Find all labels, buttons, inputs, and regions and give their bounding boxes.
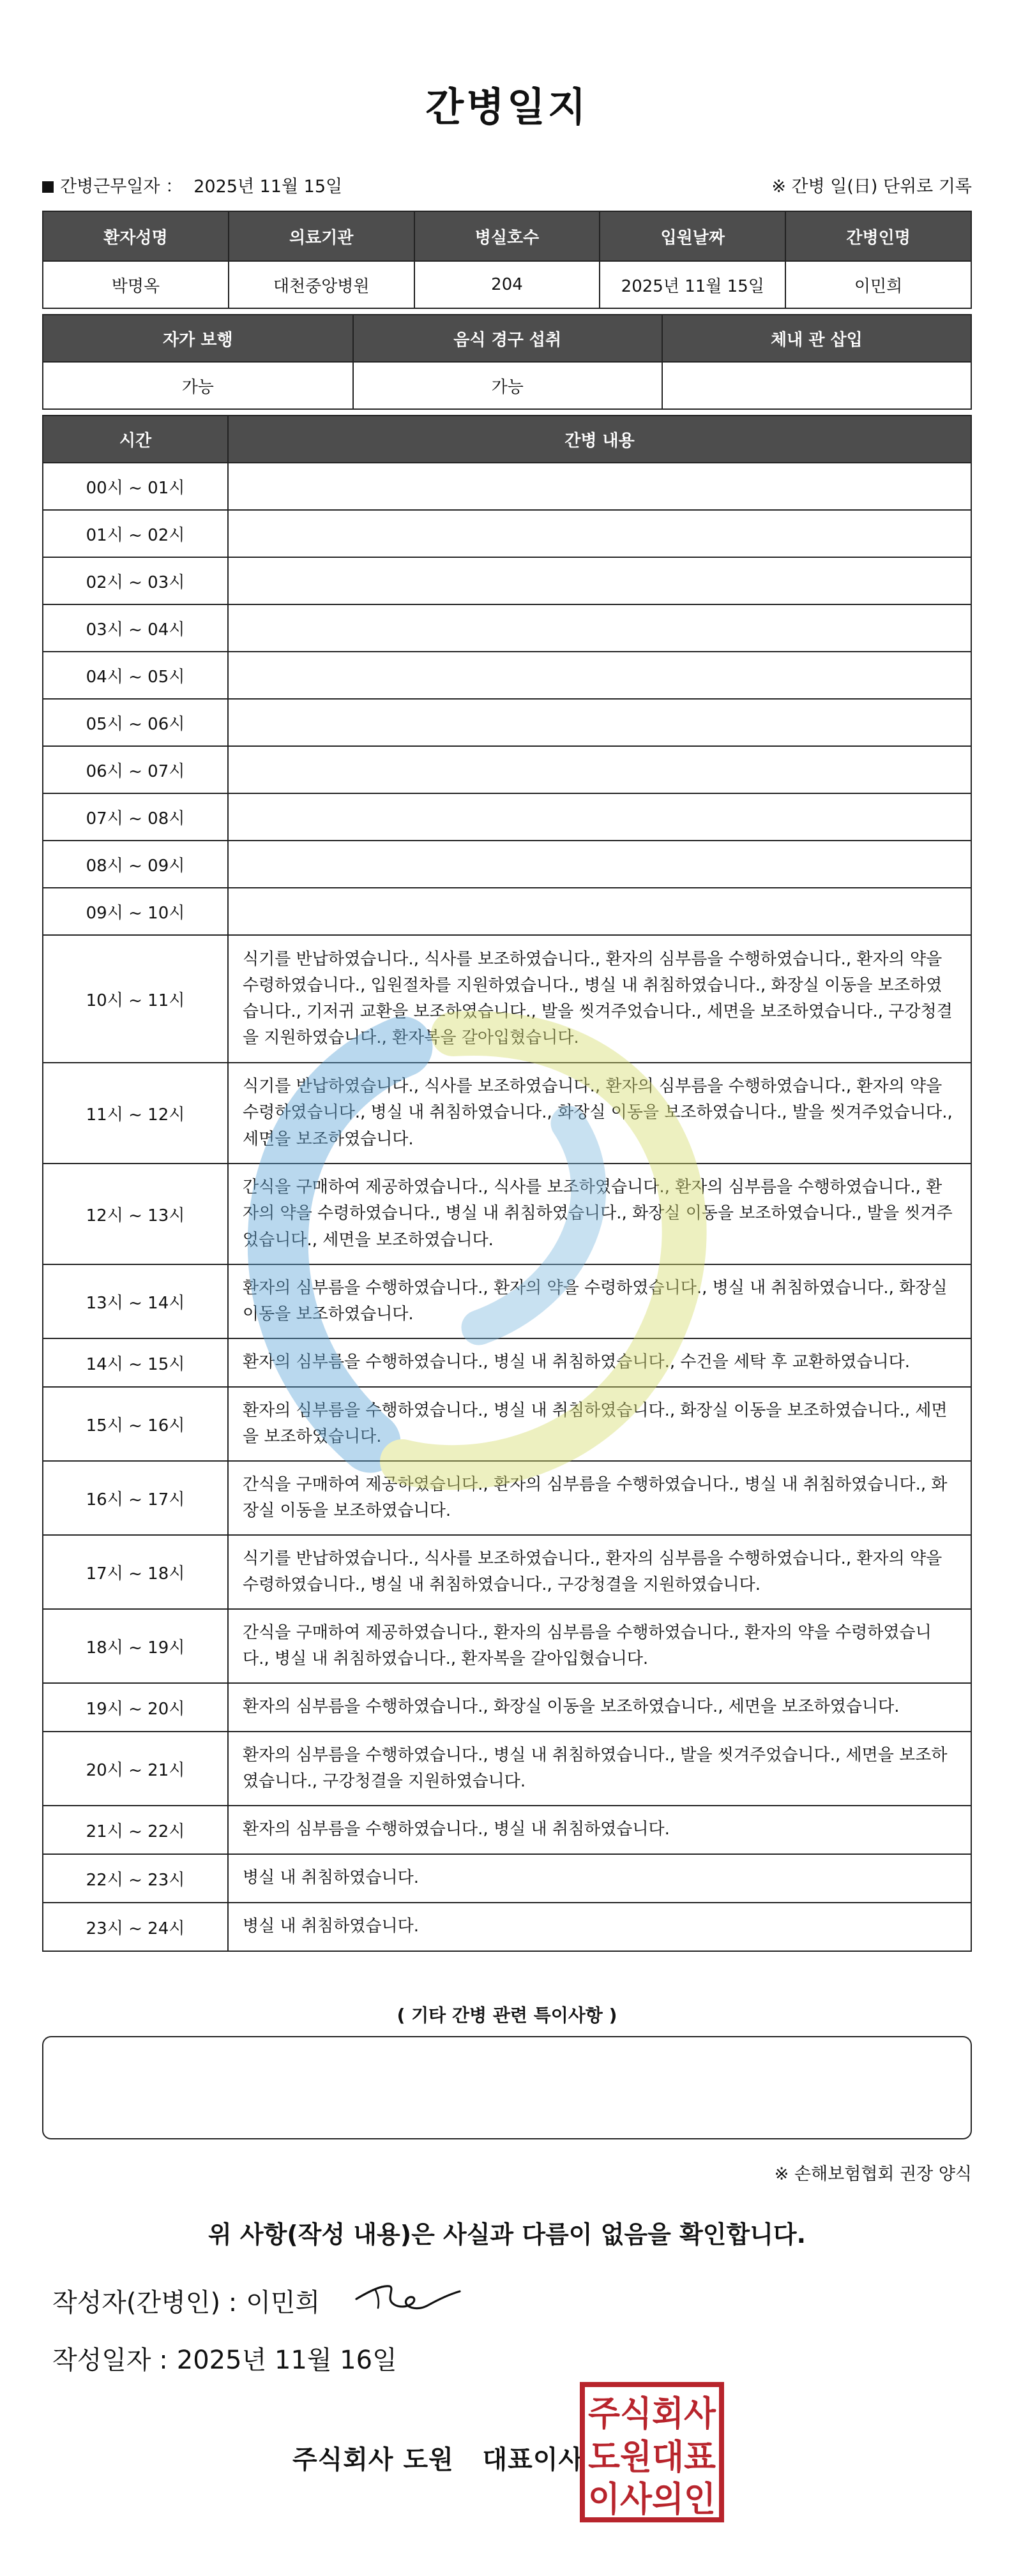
log-time: 07시 ~ 08시 [43,793,228,841]
log-time: 05시 ~ 06시 [43,699,228,746]
header-caregiver-name: 간병인명 [785,211,971,261]
written-date-label: 작성일자 : [52,2346,168,2375]
log-time: 19시 ~ 20시 [43,1683,228,1732]
confirmation-statement: 위 사항(작성 내용)은 사실과 다름이 없음을 확인합니다. [208,2220,806,2249]
log-content [228,746,971,793]
log-content: 병실 내 취침하였습니다. [228,1854,971,1903]
svg-text:주식회사: 주식회사 [588,2393,716,2434]
hospital-name: 대천중앙병원 [229,261,414,308]
patient-name: 박명옥 [43,261,229,308]
log-content: 병실 내 취침하였습니다. [228,1903,971,1951]
log-time: 02시 ~ 03시 [43,557,228,604]
log-content: 간식을 구매하여 제공하였습니다., 환자의 심부름을 수행하였습니다., 환자의 약을 수령하였습니다., 병실 내 취침하였습니다., 환자복을 갈아입혔습니다. [228,1609,971,1683]
written-date-line [52,2340,397,2376]
log-row [43,793,971,841]
log-content: 환자의 심부름을 수행하였습니다., 화장실 이동을 보조하였습니다., 세면을 보조하였습니다. [228,1683,971,1732]
log-content: 간식을 구매하여 제공하였습니다., 환자의 심부름을 수행하였습니다., 병실 내 취침하였습니다., 화장실 이동을 보조하였습니다. [228,1461,971,1535]
header-hospital: 의료기관 [229,211,414,261]
log-row [43,935,971,1063]
log-time: 17시 ~ 18시 [43,1535,228,1609]
company-name: 주식회사 도원 [292,2445,454,2475]
ability-table [42,314,972,410]
log-row [43,604,971,652]
log-time: 23시 ~ 24시 [43,1903,228,1951]
log-row [43,1387,971,1461]
log-content: 환자의 심부름을 수행하였습니다., 병실 내 취침하였습니다., 화장실 이동을 보조하였습니다., 세면을 보조하였습니다. [228,1387,971,1461]
caregiver-name: 이민희 [785,261,971,308]
log-content: 간식을 구매하여 제공하였습니다., 식사를 보조하였습니다., 환자의 심부름을 수행하였습니다., 환자의 약을 수령하였습니다., 병실 내 취침하였습니다., 화장실 이동을 보조하였습니다., 발을 씻겨주었습니다., 세면을 보조하였습니다. [228,1164,971,1264]
log-row [43,1609,971,1683]
log-content [228,793,971,841]
log-row [43,888,971,935]
log-time: 21시 ~ 22시 [43,1806,228,1854]
svg-text:이사의인: 이사의인 [588,2479,716,2519]
signature-icon [350,2272,465,2323]
log-row [43,1063,971,1164]
square-bullet-icon [42,181,54,193]
log-content [228,652,971,699]
log-content: 식기를 반납하였습니다., 식사를 보조하였습니다., 환자의 심부름을 수행하였습니다., 환자의 약을 수령하였습니다., 병실 내 취침하였습니다., 화장실 이동을 보조하였습니다., 발을 씻겨주었습니다., 세면을 보조하였습니다. [228,1063,971,1164]
log-row [43,463,971,510]
special-notes-box [42,2036,972,2139]
log-content [228,699,971,746]
log-time: 20시 ~ 21시 [43,1732,228,1806]
log-row [43,1164,971,1264]
log-content [228,841,971,888]
unit-note: ※ 간병 일(日) 단위로 기록 [771,177,972,197]
header-self-walking: 자가 보행 [43,315,353,362]
special-notes-title: ( 기타 간병 관련 특이사항 ) [397,2005,617,2026]
log-time: 18시 ~ 19시 [43,1609,228,1683]
log-content: 환자의 심부름을 수행하였습니다., 병실 내 취침하였습니다., 수건을 세탁 후 교환하였습니다. [228,1338,971,1387]
log-row [43,1903,971,1951]
room-number: 204 [414,261,600,308]
log-content [228,888,971,935]
log-content: 식기를 반납하였습니다., 식사를 보조하였습니다., 환자의 심부름을 수행하였습니다., 환자의 약을 수령하였습니다., 입원절차를 지원하였습니다., 병실 내 취침하였습니다., 화장실 이동을 보조하였습니다., 기저귀 교환을 보조하였습니다., 발을 씻겨주었습니다., 세면을 보조하였습니다., 구강청결을 지원하였습니다., 환자복을 갈아입혔습니다. [228,935,971,1063]
document-meta-line [42,172,972,200]
log-row [43,1535,971,1609]
log-row [43,699,971,746]
log-time: 13시 ~ 14시 [43,1264,228,1338]
association-note: ※ 손해보험협회 권장 양식 [774,2164,972,2184]
log-time: 16시 ~ 17시 [43,1461,228,1535]
log-row [43,1338,971,1387]
writer-name: 이민희 [246,2288,321,2318]
admission-date: 2025년 11월 15일 [600,261,785,308]
header-time: 시간 [43,416,228,463]
header-care-content: 간병 내용 [228,416,971,463]
writer-label: 작성자(간병인) : [52,2288,238,2318]
log-content [228,510,971,557]
work-date [42,172,342,197]
work-date-value: 2025년 11월 15일 [193,177,343,197]
log-time: 12시 ~ 13시 [43,1164,228,1264]
svg-text:도원대표: 도원대표 [588,2437,716,2477]
log-row [43,746,971,793]
company-signature-line [292,2439,584,2476]
log-row [43,1806,971,1854]
work-date-label: 간병근무일자 ： [60,177,183,197]
log-time: 14시 ~ 15시 [43,1338,228,1387]
log-row [43,1264,971,1338]
log-row [43,557,971,604]
header-tube-insertion: 체내 관 삽입 [662,315,971,362]
company-role: 대표이사 [482,2445,584,2475]
log-content [228,463,971,510]
header-room-number: 병실호수 [414,211,600,261]
log-time: 11시 ~ 12시 [43,1063,228,1164]
log-time: 00시 ~ 01시 [43,463,228,510]
log-content [228,604,971,652]
log-time: 09시 ~ 10시 [43,888,228,935]
log-content: 환자의 심부름을 수행하였습니다., 병실 내 취침하였습니다. [228,1806,971,1854]
log-row [43,1461,971,1535]
log-content: 환자의 심부름을 수행하였습니다., 병실 내 취침하였습니다., 발을 씻겨주었습니다., 세면을 보조하였습니다., 구강청결을 지원하였습니다. [228,1732,971,1806]
tube-insertion-value [662,362,971,409]
patient-info-table [42,211,972,309]
log-time: 03시 ~ 04시 [43,604,228,652]
log-row [43,652,971,699]
log-content: 식기를 반납하였습니다., 식사를 보조하였습니다., 환자의 심부름을 수행하였습니다., 환자의 약을 수령하였습니다., 병실 내 취침하였습니다., 구강청결을 지원하였습니다. [228,1535,971,1609]
oral-intake-value: 가능 [353,362,662,409]
log-content [228,557,971,604]
log-row [43,841,971,888]
log-time: 04시 ~ 05시 [43,652,228,699]
log-time: 15시 ~ 16시 [43,1387,228,1461]
log-row [43,1683,971,1732]
self-walking-value: 가능 [43,362,353,409]
log-time: 22시 ~ 23시 [43,1854,228,1903]
log-time: 10시 ~ 11시 [43,935,228,1063]
log-row [43,1854,971,1903]
company-seal-stamp-icon [579,2381,725,2524]
header-patient-name: 환자성명 [43,211,229,261]
written-date-value: 2025년 11월 16일 [176,2346,397,2375]
log-time: 06시 ~ 07시 [43,746,228,793]
document-title: 간병일지 [425,84,589,130]
header-oral-intake: 음식 경구 섭취 [353,315,662,362]
header-admission-date: 입원날짜 [600,211,785,261]
log-time: 08시 ~ 09시 [43,841,228,888]
log-row [43,1732,971,1806]
writer-line [52,2282,320,2319]
log-time: 01시 ~ 02시 [43,510,228,557]
log-content: 환자의 심부름을 수행하였습니다., 환자의 약을 수령하였습니다., 병실 내 취침하였습니다., 화장실 이동을 보조하였습니다. [228,1264,971,1338]
care-log-table [42,415,972,1952]
log-row [43,510,971,557]
